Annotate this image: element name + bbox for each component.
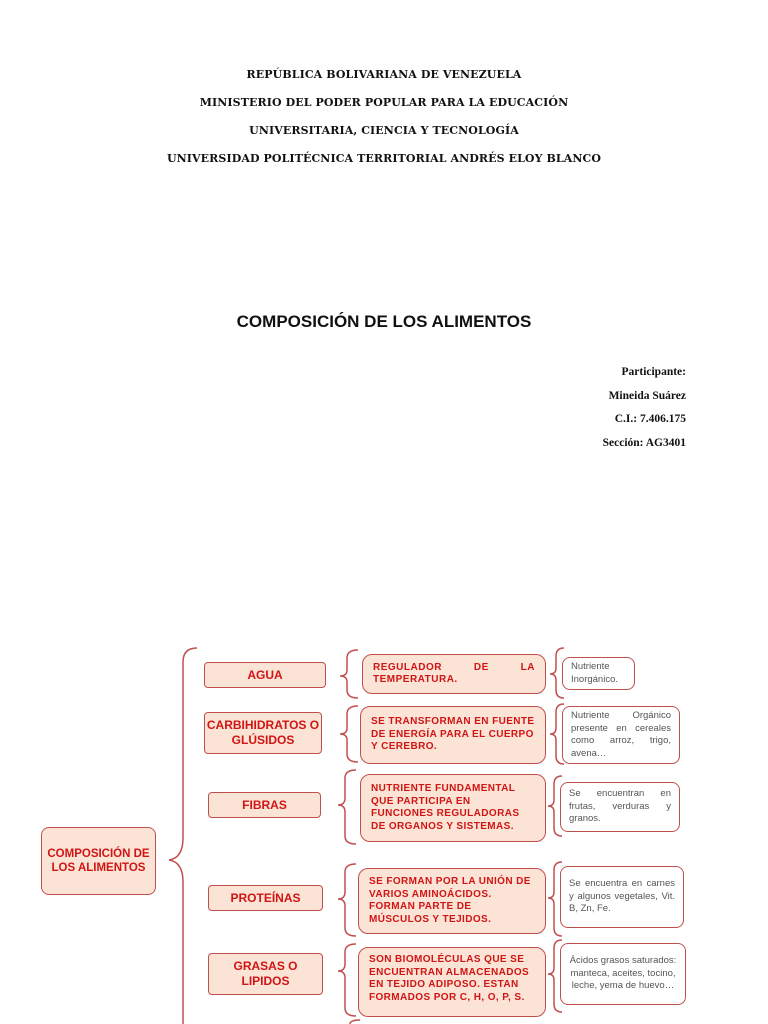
item-proteinas-name: PROTEÍNAS (208, 885, 323, 911)
bracket-proteinas (338, 864, 356, 936)
item-agua-description-text: REGULADOR DE LA TEMPERATURA. (373, 661, 535, 685)
item-proteinas-description-text: SE FORMAN POR LA UNIÓN DE VARIOS AMINOÁCIDOS. FORMAN PARTE DE MÚSCULOS Y TEJIDOS. (369, 876, 531, 925)
bracket-next-partial (350, 1020, 360, 1024)
item-fibras-description (360, 774, 546, 842)
item-grasas-note-text: Ácidos grasos saturados: manteca, aceites, tocino, leche, yema de huevo… (569, 955, 677, 992)
item-agua-note (562, 657, 635, 690)
item-carbohidratos-description (360, 706, 546, 764)
item-carbohidratos-name: CARBIHIDRATOS O GLÚSIDOS (204, 712, 322, 754)
item-proteinas-description (358, 868, 546, 934)
item-proteinas-note-text: Se encuentra en carnes y algunos vegetales, Vit. B, Zn, Fe. (569, 878, 675, 915)
header-line-university-science: UNIVERSITARIA, CIENCIA Y TECNOLOGÍA (249, 124, 519, 137)
item-fibras-note (560, 782, 680, 832)
bracket-agua (340, 650, 358, 698)
participant-ci: C.I.: 7.406.175 (614, 413, 686, 425)
participant-name: Mineida Suárez (608, 390, 686, 402)
bracket-fibras (338, 770, 356, 844)
main-bracket (169, 648, 197, 1024)
header-line-ministry: MINISTERIO DEL PODER POPULAR PARA LA EDUCACIÓN (199, 96, 569, 109)
item-agua-description (362, 654, 546, 694)
item-carbohidratos-description-text: SE TRANSFORMAN EN FUENTE DE ENERGÍA PARA EL CUERPO Y CEREBRO. (371, 716, 535, 753)
item-proteinas-note (560, 866, 684, 928)
item-grasas-description-text: SON BIOMOLÉCULAS QUE SE ENCUENTRAN ALMACENADOS EN TEJIDO ADIPOSO. ESTAN FORMADOS POR C, H, O, P, S. (369, 954, 530, 1003)
item-grasas-name: GRASAS O LIPIDOS (208, 953, 323, 995)
header-line-institution: UNIVERSIDAD POLITÉCNICA TERRITORIAL ANDRÉS ELOY BLANCO (166, 152, 602, 165)
document-title: COMPOSICIÓN DE LOS ALIMENTOS (236, 312, 532, 331)
item-carbohidratos-note (562, 706, 680, 764)
bracket-carbohidratos (340, 706, 358, 762)
item-fibras-note-text: Se encuentran en frutas, verduras y granos. (569, 788, 671, 825)
bracket-grasas (338, 944, 356, 1016)
participant-label: Participante: (621, 366, 686, 378)
item-fibras-name: FIBRAS (208, 792, 321, 818)
item-carbohidratos-note-text: Nutriente Orgánico presente en cereales como arroz, trigo, avena… (571, 710, 671, 759)
participant-section: Sección: AG3401 (602, 437, 686, 449)
root-node: COMPOSICIÓN DE LOS ALIMENTOS (41, 827, 156, 895)
item-agua-note-text: Nutriente Inorgánico. (571, 661, 619, 685)
item-grasas-description (358, 947, 546, 1017)
item-agua-name: AGUA (204, 662, 326, 688)
header-line-republic: REPÚBLICA BOLIVARIANA DE VENEZUELA (246, 68, 522, 81)
item-grasas-note (560, 943, 686, 1005)
item-fibras-description-text: NUTRIENTE FUNDAMENTAL QUE PARTICIPA EN FUNCIONES REGULADORAS DE ORGANOS Y SISTEMAS. (371, 783, 520, 832)
